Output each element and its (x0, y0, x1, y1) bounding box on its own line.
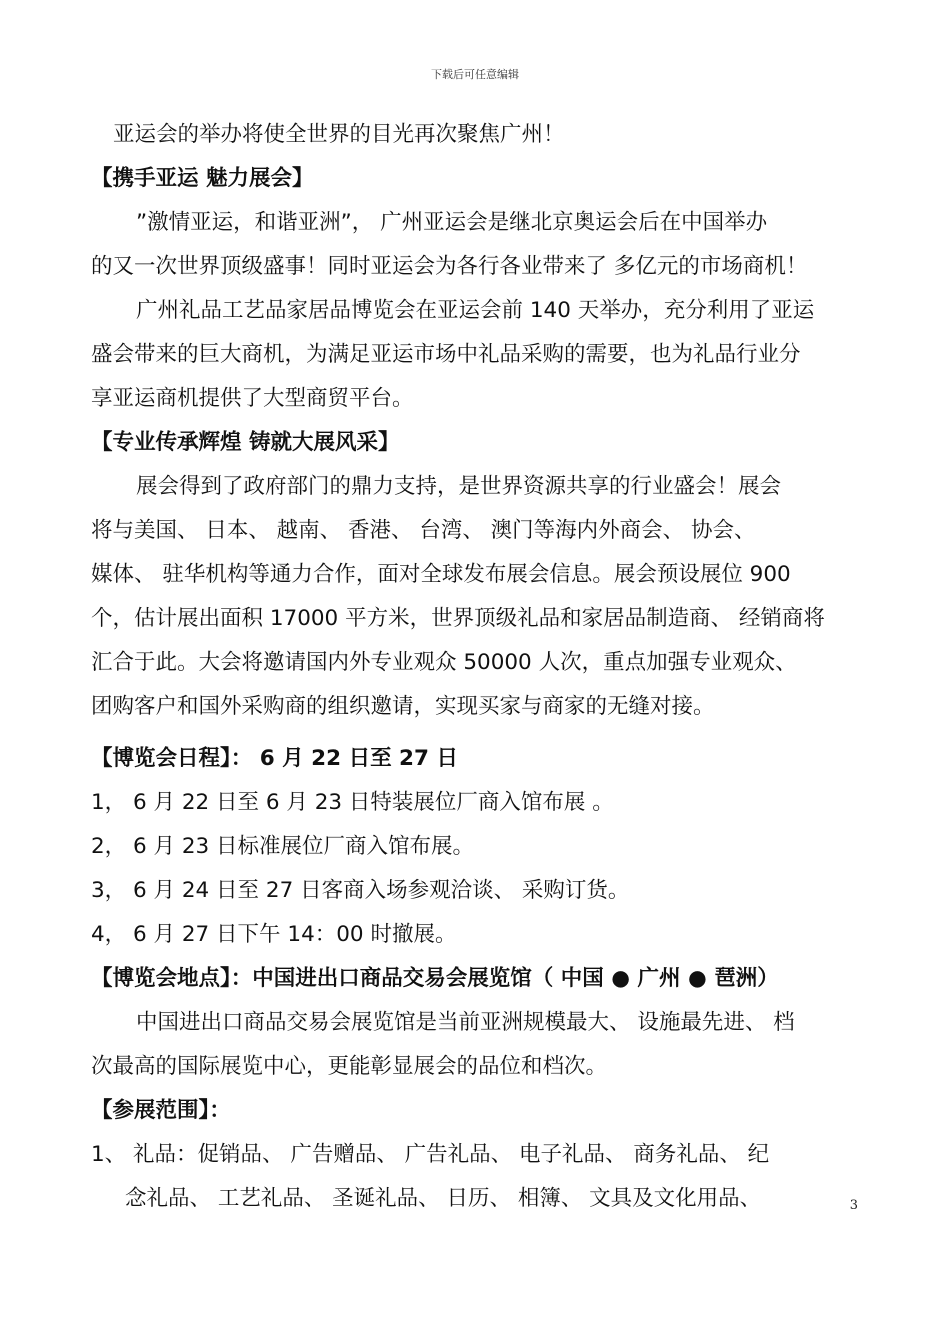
paragraph-line: 享亚运商机提供了大型商贸平台。 (91, 386, 414, 411)
paragraph-line: 将与美国、 日本、 越南、 香港、 台湾、 澳门等海内外商会、 协会、 (91, 518, 756, 543)
paragraph-line: 次最高的国际展览中心，更能彰显展会的品位和档次。 (91, 1054, 608, 1079)
paragraph-line: 中国进出口商品交易会展览馆是当前亚洲规模最大、 设施最先进、 档 (136, 1010, 795, 1035)
scope-item-continuation: 念礼品、 工艺礼品、 圣诞礼品、 日历、 相簿、 文具及文化用品、 (125, 1186, 762, 1211)
venue-heading: 【博览会地点】：中国进出口商品交易会展览馆（ 中国 ● 广州 ● 琶洲） (91, 966, 779, 991)
schedule-item: 2， 6 月 23 日标准展位厂商入馆布展。 (91, 834, 475, 859)
paragraph-line: 汇合于此。大会将邀请国内外专业观众 50000 人次，重点加强专业观众、 (91, 650, 797, 675)
schedule-item: 4， 6 月 27 日下午 14：00 时撤展。 (91, 922, 457, 947)
paragraph-line: 广州礼品工艺品家居品博览会在亚运会前 140 天举办，充分利用了亚运 (136, 298, 815, 323)
schedule-item: 1， 6 月 22 日至 6 月 23 日特装展位厂商入馆布展 。 (91, 790, 614, 815)
scope-item: 1、 礼品：促销品、 广告赠品、 广告礼品、 电子礼品、 商务礼品、 纪 (91, 1142, 770, 1167)
document-body (91, 113, 866, 1221)
scope-heading: 【参展范围】： (91, 1098, 231, 1123)
paragraph-line: 个，估计展出面积 17000 平方米，世界顶级礼品和家居品制造商、 经销商将 (91, 606, 825, 631)
schedule-heading: 【博览会日程】： 6 月 22 日至 27 日 (91, 746, 458, 771)
paragraph-line: 亚运会的举办将使全世界的目光再次聚焦广州！ (113, 122, 565, 147)
section-heading: 【专业传承辉煌 铸就大展风采】 (91, 430, 400, 455)
paragraph-line: 媒体、 驻华机构等通力合作，面对全球发布展会信息。展会预设展位 900 (91, 562, 791, 587)
paragraph-line: ”激情亚运，和谐亚洲”， 广州亚运会是继北京奥运会后在中国举办 (136, 210, 768, 235)
schedule-item: 3， 6 月 24 日至 27 日客商入场参观洽谈、 采购订货。 (91, 878, 630, 903)
paragraph-line: 的又一次世界顶级盛事！同时亚运会为各行各业带来了 多亿元的市场商机！ (91, 254, 808, 279)
page-number: 3 (849, 1198, 858, 1213)
section-heading: 【携手亚运 魅力展会】 (91, 166, 314, 191)
paragraph-line: 盛会带来的巨大商机，为满足亚运市场中礼品采购的需要，也为礼品行业分 (91, 342, 801, 367)
paragraph-line: 展会得到了政府部门的鼎力支持，是世界资源共享的行业盛会！展会 (136, 474, 782, 499)
paragraph-line: 团购客户和国外采购商的组织邀请，实现买家与商家的无缝对接。 (91, 694, 715, 719)
page-header: 下载后可任意编辑 (431, 68, 519, 81)
